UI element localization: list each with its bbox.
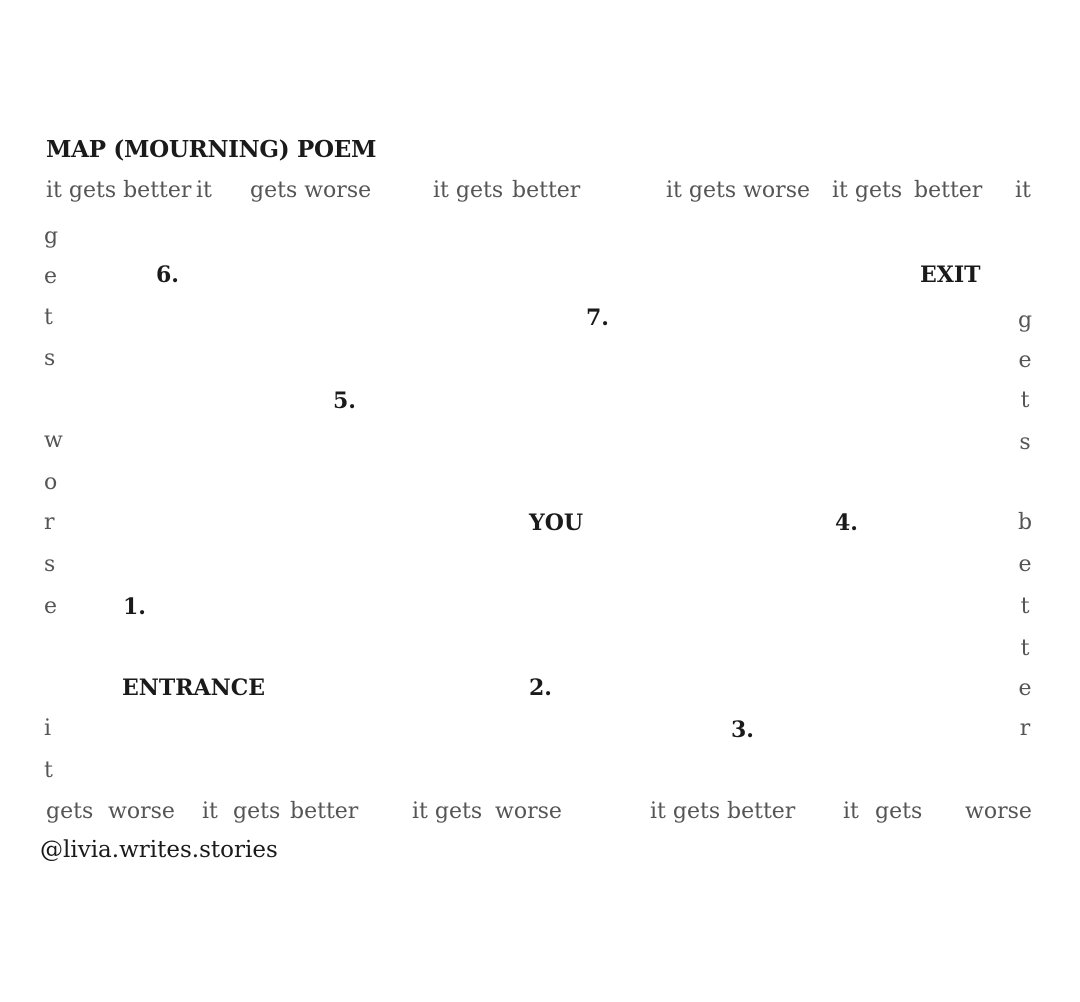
left-column-letter: o [44, 470, 58, 495]
right-column-letter: e [1018, 676, 1032, 701]
top-row-word: it gets worse [666, 178, 810, 203]
bottom-row-word: gets [46, 799, 94, 824]
map-exit: EXIT [920, 262, 981, 288]
map-entrance: ENTRANCE [122, 675, 265, 701]
top-row-word: it gets [832, 178, 903, 203]
top-row-word: gets worse [250, 178, 372, 203]
bottom-row-word: better [290, 799, 359, 824]
map-point-1: 1. [123, 594, 146, 620]
map-point-6: 6. [156, 262, 179, 288]
bottom-row-word: gets [875, 799, 923, 824]
top-row-word: it gets [433, 178, 504, 203]
left-column-letter: e [44, 594, 58, 619]
map-point-3: 3. [731, 717, 754, 743]
left-column-letter: t [44, 758, 53, 783]
left-column-letter: i [44, 716, 52, 741]
right-column-letter: t [1020, 636, 1030, 661]
left-column-letter: t [44, 305, 53, 330]
bottom-row-word: better [727, 799, 796, 824]
top-row-word: it [1015, 178, 1031, 203]
map-point-7: 7. [586, 305, 609, 331]
map-point-4: 4. [835, 510, 858, 536]
map-point-5: 5. [333, 388, 356, 414]
right-column-letter: e [1018, 348, 1032, 373]
author-handle: @livia.writes.stories [40, 837, 278, 863]
right-column-letter: r [1019, 716, 1031, 741]
map-point-2: 2. [529, 675, 552, 701]
right-column-letter: s [1019, 430, 1031, 455]
bottom-row-word: gets [233, 799, 281, 824]
top-row-word: better [512, 178, 581, 203]
right-column-letter: t [1020, 388, 1030, 413]
right-column-letter: t [1020, 594, 1030, 619]
left-column-letter: s [44, 346, 56, 371]
left-column-letter: r [44, 510, 55, 535]
right-column-letter: b [1017, 510, 1033, 535]
left-column-letter: s [44, 552, 56, 577]
bottom-row-word: it [202, 799, 218, 824]
bottom-row-word: it gets [412, 799, 483, 824]
top-row-word: better [914, 178, 983, 203]
bottom-row-word: it [843, 799, 859, 824]
bottom-row-word: worse [108, 799, 175, 824]
map-you: YOU [529, 510, 584, 536]
top-row-word: it [196, 178, 212, 203]
left-column-letter: g [44, 224, 59, 249]
top-row-word: it gets better [46, 178, 192, 203]
bottom-row-word: it gets [650, 799, 721, 824]
left-column-letter: e [44, 264, 58, 289]
poem-title: MAP (MOURNING) POEM [46, 136, 377, 163]
bottom-row-word: worse [495, 799, 562, 824]
right-column-letter: g [1017, 308, 1033, 333]
right-column-letter: e [1018, 552, 1032, 577]
bottom-row-word: worse [965, 799, 1032, 824]
left-column-letter: w [44, 428, 63, 453]
